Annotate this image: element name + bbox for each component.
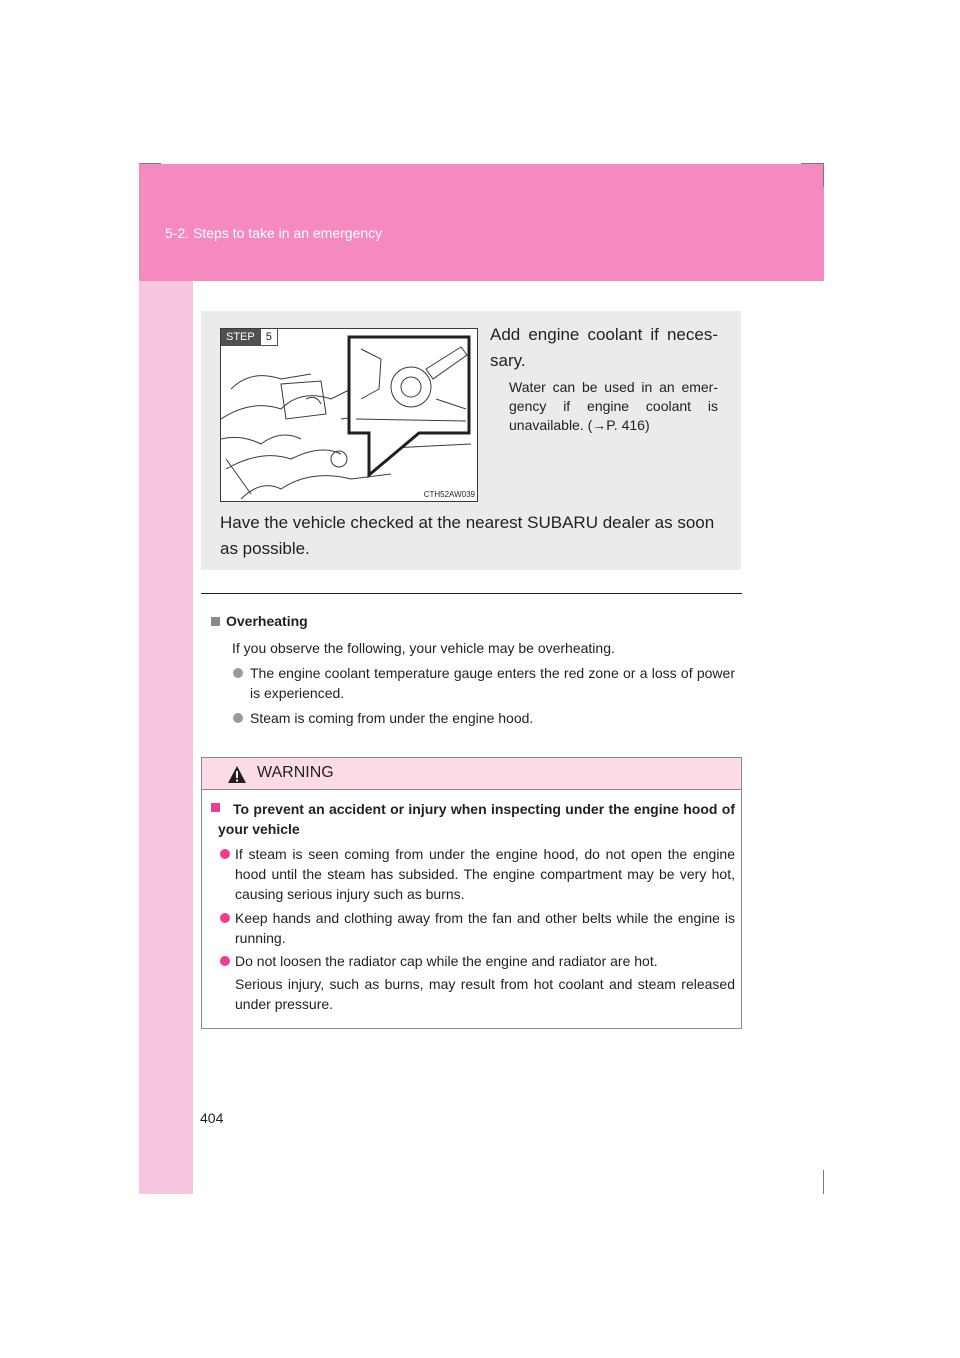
step-badge	[221, 329, 278, 346]
list-item-text: The engine coolant temperature gauge enters the red zone or a loss of power is experienced.	[250, 665, 735, 701]
engine-illustration	[220, 328, 478, 502]
warning-triangle-icon	[227, 765, 247, 784]
section-title: 5-2. Steps to take in an emergency	[165, 225, 383, 241]
list-item	[218, 908, 735, 948]
bullet-dot-icon	[220, 913, 230, 923]
header-band	[139, 164, 824, 281]
list-item-text: Do not loosen the radiator cap while the engine and radiator are hot.	[235, 953, 658, 969]
crop-mark	[823, 1170, 824, 1194]
step-badge-label: STEP	[221, 329, 260, 346]
crop-mark	[823, 163, 824, 187]
bullet-dot-icon	[220, 849, 230, 859]
bullet-dot-icon	[233, 713, 243, 723]
list-item	[233, 708, 735, 728]
step-footer: Have the vehicle checked at the nearest SUBARU dealer as soon as possible.	[220, 513, 715, 558]
bullet-dot-icon	[233, 668, 243, 678]
warning-title: WARNING	[257, 764, 334, 781]
step-badge-number: 5	[260, 329, 278, 346]
overheating-heading	[211, 613, 308, 629]
list-item	[218, 844, 735, 904]
overheating-heading-text: Overheating	[226, 613, 308, 629]
warning-heading-text: To prevent an accident or injury when inspecting under the engine hood of your vehicle	[218, 801, 735, 837]
list-item	[218, 951, 735, 971]
bullet-dot-icon	[220, 956, 230, 966]
divider-rule	[201, 593, 742, 594]
step-instruction: Add engine coolant if neces-sary.	[490, 325, 718, 370]
engine-drawing-icon	[221, 329, 477, 501]
side-tab-strip	[139, 164, 193, 1194]
page-number: 404	[200, 1110, 224, 1126]
warning-extra-text: Serious injury, such as burns, may result from hot coolant and steam released under pressure.	[235, 976, 735, 1012]
list-item	[233, 663, 735, 703]
list-item-text: If steam is seen coming from under the engine hood, do not open the engine hood until the steam has subsided. The engine compartment may be very hot, causing serious injury such as burns.	[235, 846, 735, 902]
list-item-text: Steam is coming from under the engine hood.	[250, 710, 534, 726]
warning-heading	[218, 799, 735, 839]
warning-header	[202, 758, 741, 790]
list-item-text: Keep hands and clothing away from the fan and other belts while the engine is running.	[235, 910, 735, 946]
step-note: Water can be used in an emer-gency if engine coolant is unavailable. (→P. 416)	[509, 379, 718, 433]
crop-mark	[801, 163, 824, 164]
figure-code: CTH52AW039	[423, 490, 475, 499]
crop-mark	[139, 163, 161, 164]
square-bullet-icon	[211, 617, 220, 626]
overheating-intro: If you observe the following, your vehicle may be overheating.	[232, 640, 615, 656]
